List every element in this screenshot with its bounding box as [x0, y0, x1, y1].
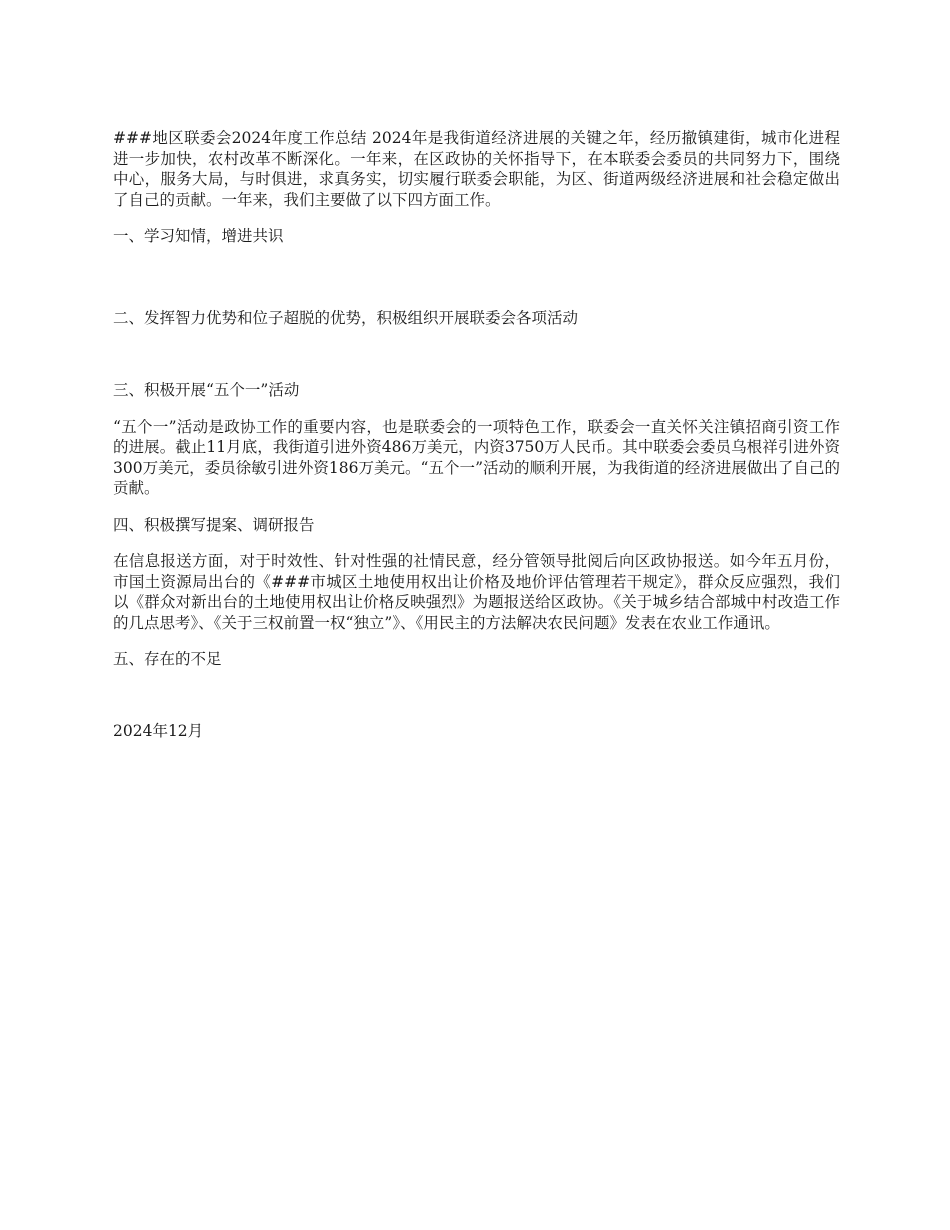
- section-heading-2: 二、发挥智力优势和位子超脱的优势，积极组织开展联委会各项活动: [113, 308, 579, 327]
- document-date: 2024年12月: [113, 721, 204, 740]
- section-4-paragraph: 在信息报送方面，对于时效性、针对性强的社情民意，经分管领导批阅后向区政协报送。如今年五月份，市国土资源局出台的《###市城区土地使用权出让价格及地价评估管理若干规定》，群众反应强烈，我们以《群众对新出台的土地使用权出让价格反映强烈》为题报送给区政协。《关于城乡结合部城中村改造工作的几点思考》、《关于三权前置一权“独立”》、《用民主的方法解决农民问题》发表在农业工作通讯。: [113, 552, 840, 632]
- document-page: [113, 128, 840, 741]
- section-heading-3: 三、积极开展“五个一”活动: [113, 381, 300, 399]
- section-heading-4: 四、积极撰写提案、调研报告: [113, 515, 315, 534]
- intro-paragraph: ###地区联委会2024年度工作总结 2024年是我街道经济进展的关键之年，经历撤镇建街，城市化进程进一步加快，农村改革不断深化。一年来，在区政协的关怀指导下，在本联委会委员的共同努力下，围绕中心，服务大局，与时俱进，求真务实，切实履行联委会职能，为区、街道两级经济进展和社会稳定做出了自己的贡献。一年来，我们主要做了以下四方面工作。: [113, 129, 840, 209]
- section-heading-1: 一、学习知情，增进共识: [113, 227, 284, 245]
- section-3-paragraph: “五个一”活动是政协工作的重要内容，也是联委会的一项特色工作，联委会一直关怀关注镇招商引资工作的进展。截止11月底，我街道引进外资486万美元，内资3750万人民币。其中联委会委员乌根祥引进外资300万美元，委员徐敏引进外资186万美元。“五个一”活动的顺利开展，为我街道的经济进展做出了自己的贡献。: [113, 417, 840, 497]
- section-heading-5: 五、存在的不足: [113, 650, 222, 668]
